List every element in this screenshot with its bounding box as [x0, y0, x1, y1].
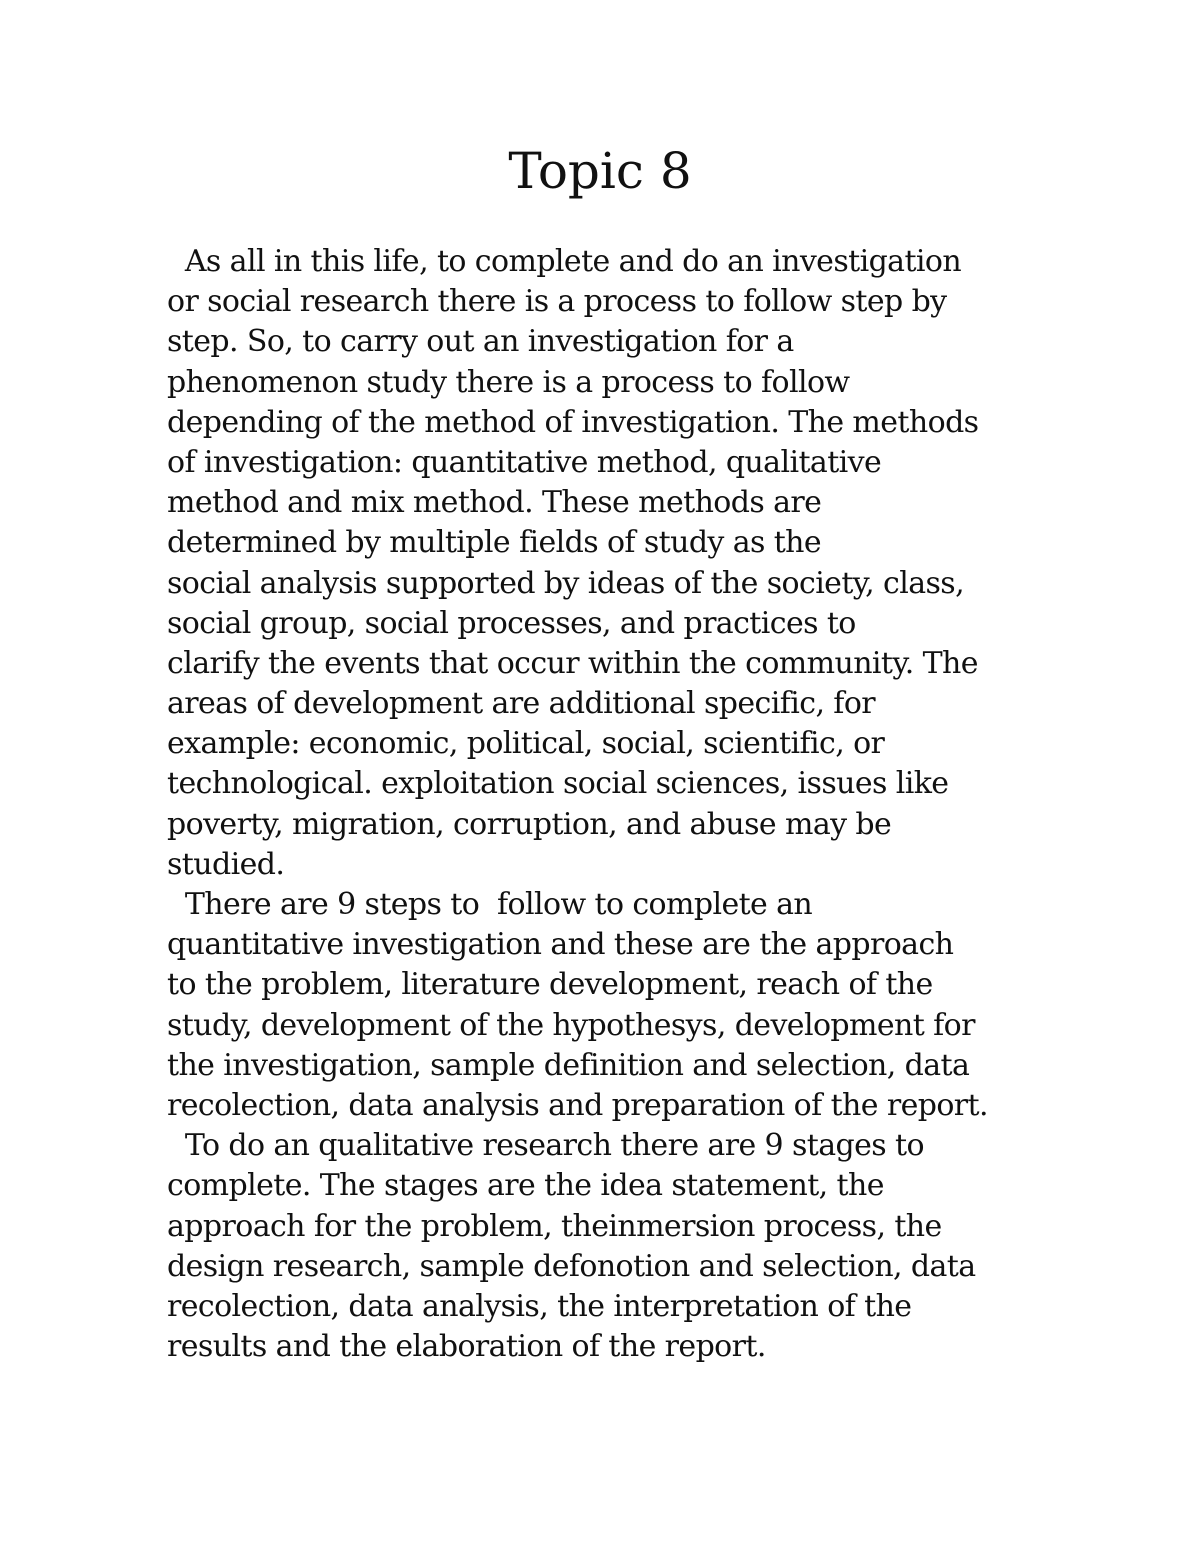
- text-line: complete. The stages are the idea statement, the: [167, 1168, 884, 1204]
- text-line: poverty, migration, corruption, and abuse may be: [167, 806, 892, 842]
- text-line: recolection, data analysis and preparation of the report.: [167, 1087, 988, 1123]
- text-line: or social research there is a process to follow step by: [167, 284, 947, 320]
- text-line: results and the elaboration of the report.: [167, 1329, 766, 1365]
- text-line: the investigation, sample definition and selection, data: [167, 1047, 970, 1083]
- text-line: technological. exploitation social sciences, issues like: [167, 766, 949, 802]
- text-line: clarify the events that occur within the community. The: [167, 645, 978, 681]
- text-line: To do an qualitative research there are 9 stages to: [167, 1128, 924, 1164]
- body-text: [167, 242, 1047, 1367]
- text-line: to the problem, literature development, reach of the: [167, 967, 933, 1003]
- text-line: of investigation: quantitative method, qualitative: [167, 444, 882, 480]
- page-title: Topic 8: [508, 142, 692, 200]
- text-line: recolection, data analysis, the interpretation of the: [167, 1288, 912, 1324]
- text-line: quantitative investigation and these are the approach: [167, 927, 954, 963]
- text-line: determined by multiple fields of study as the: [167, 525, 822, 561]
- text-line: social analysis supported by ideas of the society, class,: [167, 565, 965, 601]
- text-line: example: economic, political, social, scientific, or: [167, 726, 885, 762]
- text-line: social group, social processes, and practices to: [167, 605, 856, 641]
- text-line: method and mix method. These methods are: [167, 485, 822, 521]
- text-line: phenomenon study there is a process to follow: [167, 364, 850, 400]
- text-line: areas of development are additional specific, for: [167, 686, 876, 722]
- text-line: approach for the problem, theinmersion process, the: [167, 1208, 942, 1244]
- text-line: design research, sample defonotion and selection, data: [167, 1248, 976, 1284]
- text-line: depending of the method of investigation. The methods: [167, 404, 979, 440]
- text-line: There are 9 steps to follow to complete an: [167, 887, 813, 922]
- text-line: studied.: [167, 846, 285, 882]
- text-line: step. So, to carry out an investigation for a: [167, 324, 794, 360]
- text-line: As all in this life, to complete and do an investigation: [167, 244, 962, 279]
- text-line: study, development of the hypothesys, development for: [167, 1007, 975, 1043]
